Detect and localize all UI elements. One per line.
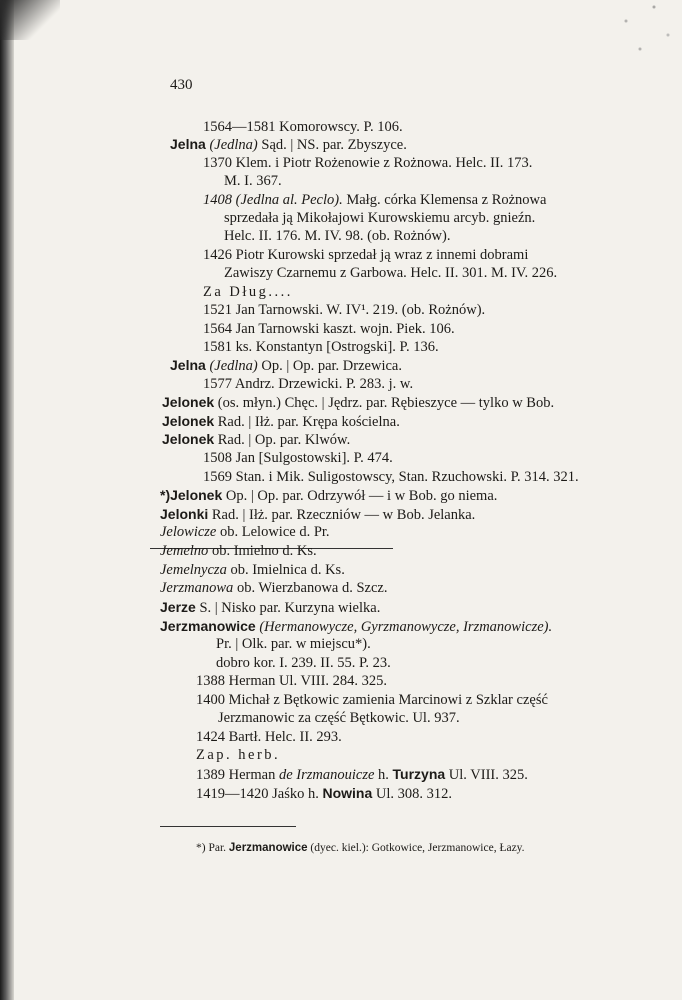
text-line: 1419—1420 Jaśko h. Nowina Ul. 308. 312. — [196, 785, 453, 802]
entry-line: Jelonek Rad. | Op. par. Klwów. — [162, 431, 351, 448]
section-label: Za Dług.... — [203, 284, 293, 300]
footnote: *) Par. Jerzmanowice (dyec. kiel.): Gotkowice, Jerzmanowice, Łazy. — [196, 842, 525, 854]
entry-line: Jerzmanowa ob. Wierzbanowa d. Szcz. — [160, 580, 388, 596]
text-line: sprzedała ją Mikołajowi Kurowskiemu arcyb. gnieźn. — [224, 210, 536, 226]
page-number: 430 — [170, 77, 193, 93]
section-label: Zap. herb. — [196, 747, 281, 763]
entry-headword: Jelna — [170, 136, 206, 152]
text-line: Zawiszy Czarnemu z Garbowa. Helc. II. 301. M. IV. 226. — [224, 265, 558, 281]
entry-headword: Jerzmanowice — [160, 618, 256, 634]
entry-headword: Jelonek — [162, 394, 215, 410]
entry-headword: Jerzmanowa — [160, 580, 234, 596]
text-line: Helc. II. 176. M. IV. 98. (ob. Rożnów). — [224, 228, 451, 244]
entry-headword: Jelna — [170, 357, 206, 373]
scan-speckle — [612, 0, 682, 70]
entry-headword: Jelonek — [162, 431, 215, 447]
text-line: 1569 Stan. i Mik. Suligostowscy, Stan. Rzuchowski. P. 314. 321. — [203, 469, 579, 485]
entry-line — [160, 618, 552, 636]
scan-edge-shadow — [0, 0, 14, 1000]
text-line: 1408 (Jedlna al. Peclo). Małg. córka Klemensa z Rożnowa — [203, 192, 547, 208]
text-line: 1577 Andrz. Drzewicki. P. 283. j. w. — [203, 376, 414, 392]
text-line: 1426 Piotr Kurowski sprzedał ją wraz z innemi dobrami — [203, 247, 529, 263]
text-line: 1400 Michał z Bętkowic zamienia Marcinowi z Szklar część — [196, 692, 548, 708]
entry-headword: Jelowicze — [160, 524, 217, 540]
entry-line: Jelna (Jedlna) Op. | Op. par. Drzewica. — [170, 357, 402, 374]
text-line: 1424 Bartł. Helc. II. 293. — [196, 729, 342, 745]
entry-line: Jemelno ob. Imielno d. Ks. — [160, 543, 317, 559]
entry-headword: Jerze — [160, 599, 196, 615]
text-line: M. I. 367. — [224, 173, 282, 189]
entry-headword: Jelonki — [160, 506, 209, 522]
entry-headword: Jemelno — [160, 543, 209, 559]
text-line: dobro kor. I. 239. II. 55. P. 23. — [216, 655, 391, 671]
entry-line: Jelonek (os. młyn.) Chęc. | Jędrz. par. Rębieszyce — tylko w Bob. — [162, 394, 555, 411]
text-line: 1389 Herman de Irzmanouicze h. Turzyna Ul. VIII. 325. — [196, 766, 528, 783]
text-line: 1521 Jan Tarnowski. W. IV¹. 219. (ob. Rożnów). — [203, 302, 486, 318]
footnote-rule — [160, 826, 296, 827]
entry-line: Jelonek Rad. | Iłż. par. Krępa kościelna. — [162, 413, 400, 430]
entry-headword: Jemelnycza — [160, 562, 227, 578]
text-line: 1564—1581 Komorowscy. P. 106. — [203, 119, 403, 135]
entry-headword: *)Jelonek — [160, 487, 223, 503]
entry-variant: (Jedlna) — [209, 137, 258, 153]
entry-headword: Jelonek — [162, 413, 215, 429]
entry-line: Jelna (Jedlna) Sąd. | NS. par. Zbyszyce. — [170, 136, 407, 153]
entry-line: Jerze S. | Nisko par. Kurzyna wielka. — [160, 599, 381, 616]
entry-line: Jelonki Rad. | Iłż. par. Rzeczniów — w Bob. Jelanka. — [160, 506, 476, 523]
text-line: 1581 ks. Konstantyn [Ostrogski]. P. 136. — [203, 339, 439, 355]
entry-line: Jelowicze ob. Lelowice d. Pr. — [160, 524, 330, 540]
text-line: Pr. | Olk. par. w miejscu*). — [216, 636, 371, 652]
text-line: Jerzmanowic za część Bętkowic. Ul. 937. — [218, 710, 460, 726]
text-line: 1388 Herman Ul. VIII. 284. 325. — [196, 673, 388, 689]
text-line: 1370 Klem. i Piotr Rożenowie z Rożnowa. Helc. II. 173. — [203, 155, 533, 171]
entry-variant: (Hermanowycze, Gyrzmanowycze, Irzmanowicze). — [259, 619, 553, 635]
entry-line: Jemelnycza ob. Imielnica d. Ks. — [160, 562, 345, 578]
text-line: 1508 Jan [Sulgostowski]. P. 474. — [203, 450, 393, 466]
scan-corner-shadow — [0, 0, 60, 40]
entry-line: *)Jelonek Op. | Op. par. Odrzywół — i w Bob. go niema. — [160, 487, 498, 504]
text-line: 1564 Jan Tarnowski kaszt. wojn. Piek. 106. — [203, 321, 455, 337]
entry-variant: (Jedlna) — [209, 358, 258, 374]
